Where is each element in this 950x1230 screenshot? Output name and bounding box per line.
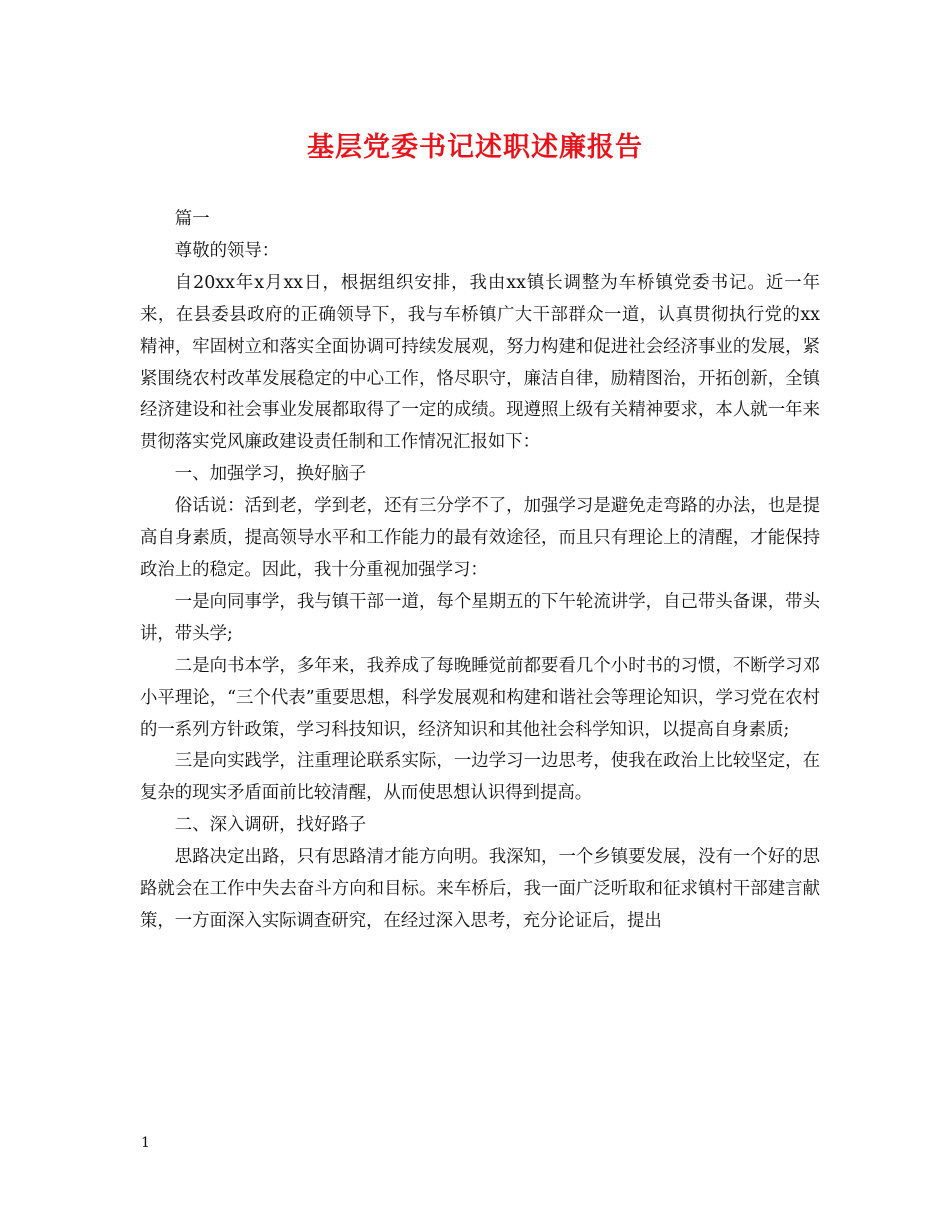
- paragraph-intro: 自20xx年x月xx日，根据组织安排，我由xx镇长调整为车桥镇党委书记。近一年来，在县委县政府的正确领导下，我与车桥镇广大干部群众一道，认真贯彻执行党的xx精神，牢固树立和落实全面协调可持续发展观，努力构建和促进社会经济事业的发展，紧紧围绕农村改革发展稳定的中心工作，恪尽职守，廉洁自律，励精图治，开拓创新，全镇经济建设和社会事业发展都取得了一定的成绩。现遵照上级有关精神要求，本人就一年来贯彻落实党风廉政建设责任制和工作情况汇报如下：: [140, 272, 820, 453]
- salutation: 尊敬的领导：: [174, 240, 280, 261]
- page-number: 1: [141, 1135, 150, 1151]
- paragraph-study: 俗话说：活到老，学到老，还有三分学不了，加强学习是避免走弯路的办法，也是提高自身素质，提高领导水平和工作能力的最有效途径，而且只有理论上的清醒，才能保持政治上的稳定。因此，我十分重视加强学习：: [140, 496, 820, 580]
- paragraph-learn-colleagues: 一是向同事学，我与镇干部一道，每个星期五的下午轮流讲学，自己带头备课，带头讲，带头学;: [140, 591, 820, 644]
- paragraph-research: 思路决定出路，只有思路清才能方向明。我深知，一个乡镇要发展，没有一个好的思路就会在工作中失去奋斗方向和目标。来车桥后，我一面广泛听取和征求镇村干部建言献策，一方面深入实际调查研究，在经过深入思考，充分论证后，提出: [140, 847, 820, 931]
- paragraph-learn-books: 二是向书本学，多年来，我养成了每晚睡觉前都要看几个小时书的习惯，不断学习邓小平理论，“三个代表”重要思想，科学发展观和构建和谐社会等理论知识，学习党在农村的一系列方针政策，学习科技知识，经济知识和其他社会科学知识，以提高自身素质;: [140, 655, 820, 740]
- paragraph-learn-practice: 三是向实践学，注重理论联系实际，一边学习一边思考，使我在政治上比较坚定，在复杂的现实矛盾面前比较清醒，从而使思想认识得到提高。: [140, 751, 820, 804]
- document-body: [140, 204, 820, 938]
- heading-study: 一、加强学习，换好脑子: [174, 464, 367, 485]
- document-title: 基层党委书记述职述廉报告: [307, 132, 643, 163]
- section-label: 篇一: [174, 209, 210, 229]
- heading-research: 二、深入调研，找好路子: [174, 815, 367, 836]
